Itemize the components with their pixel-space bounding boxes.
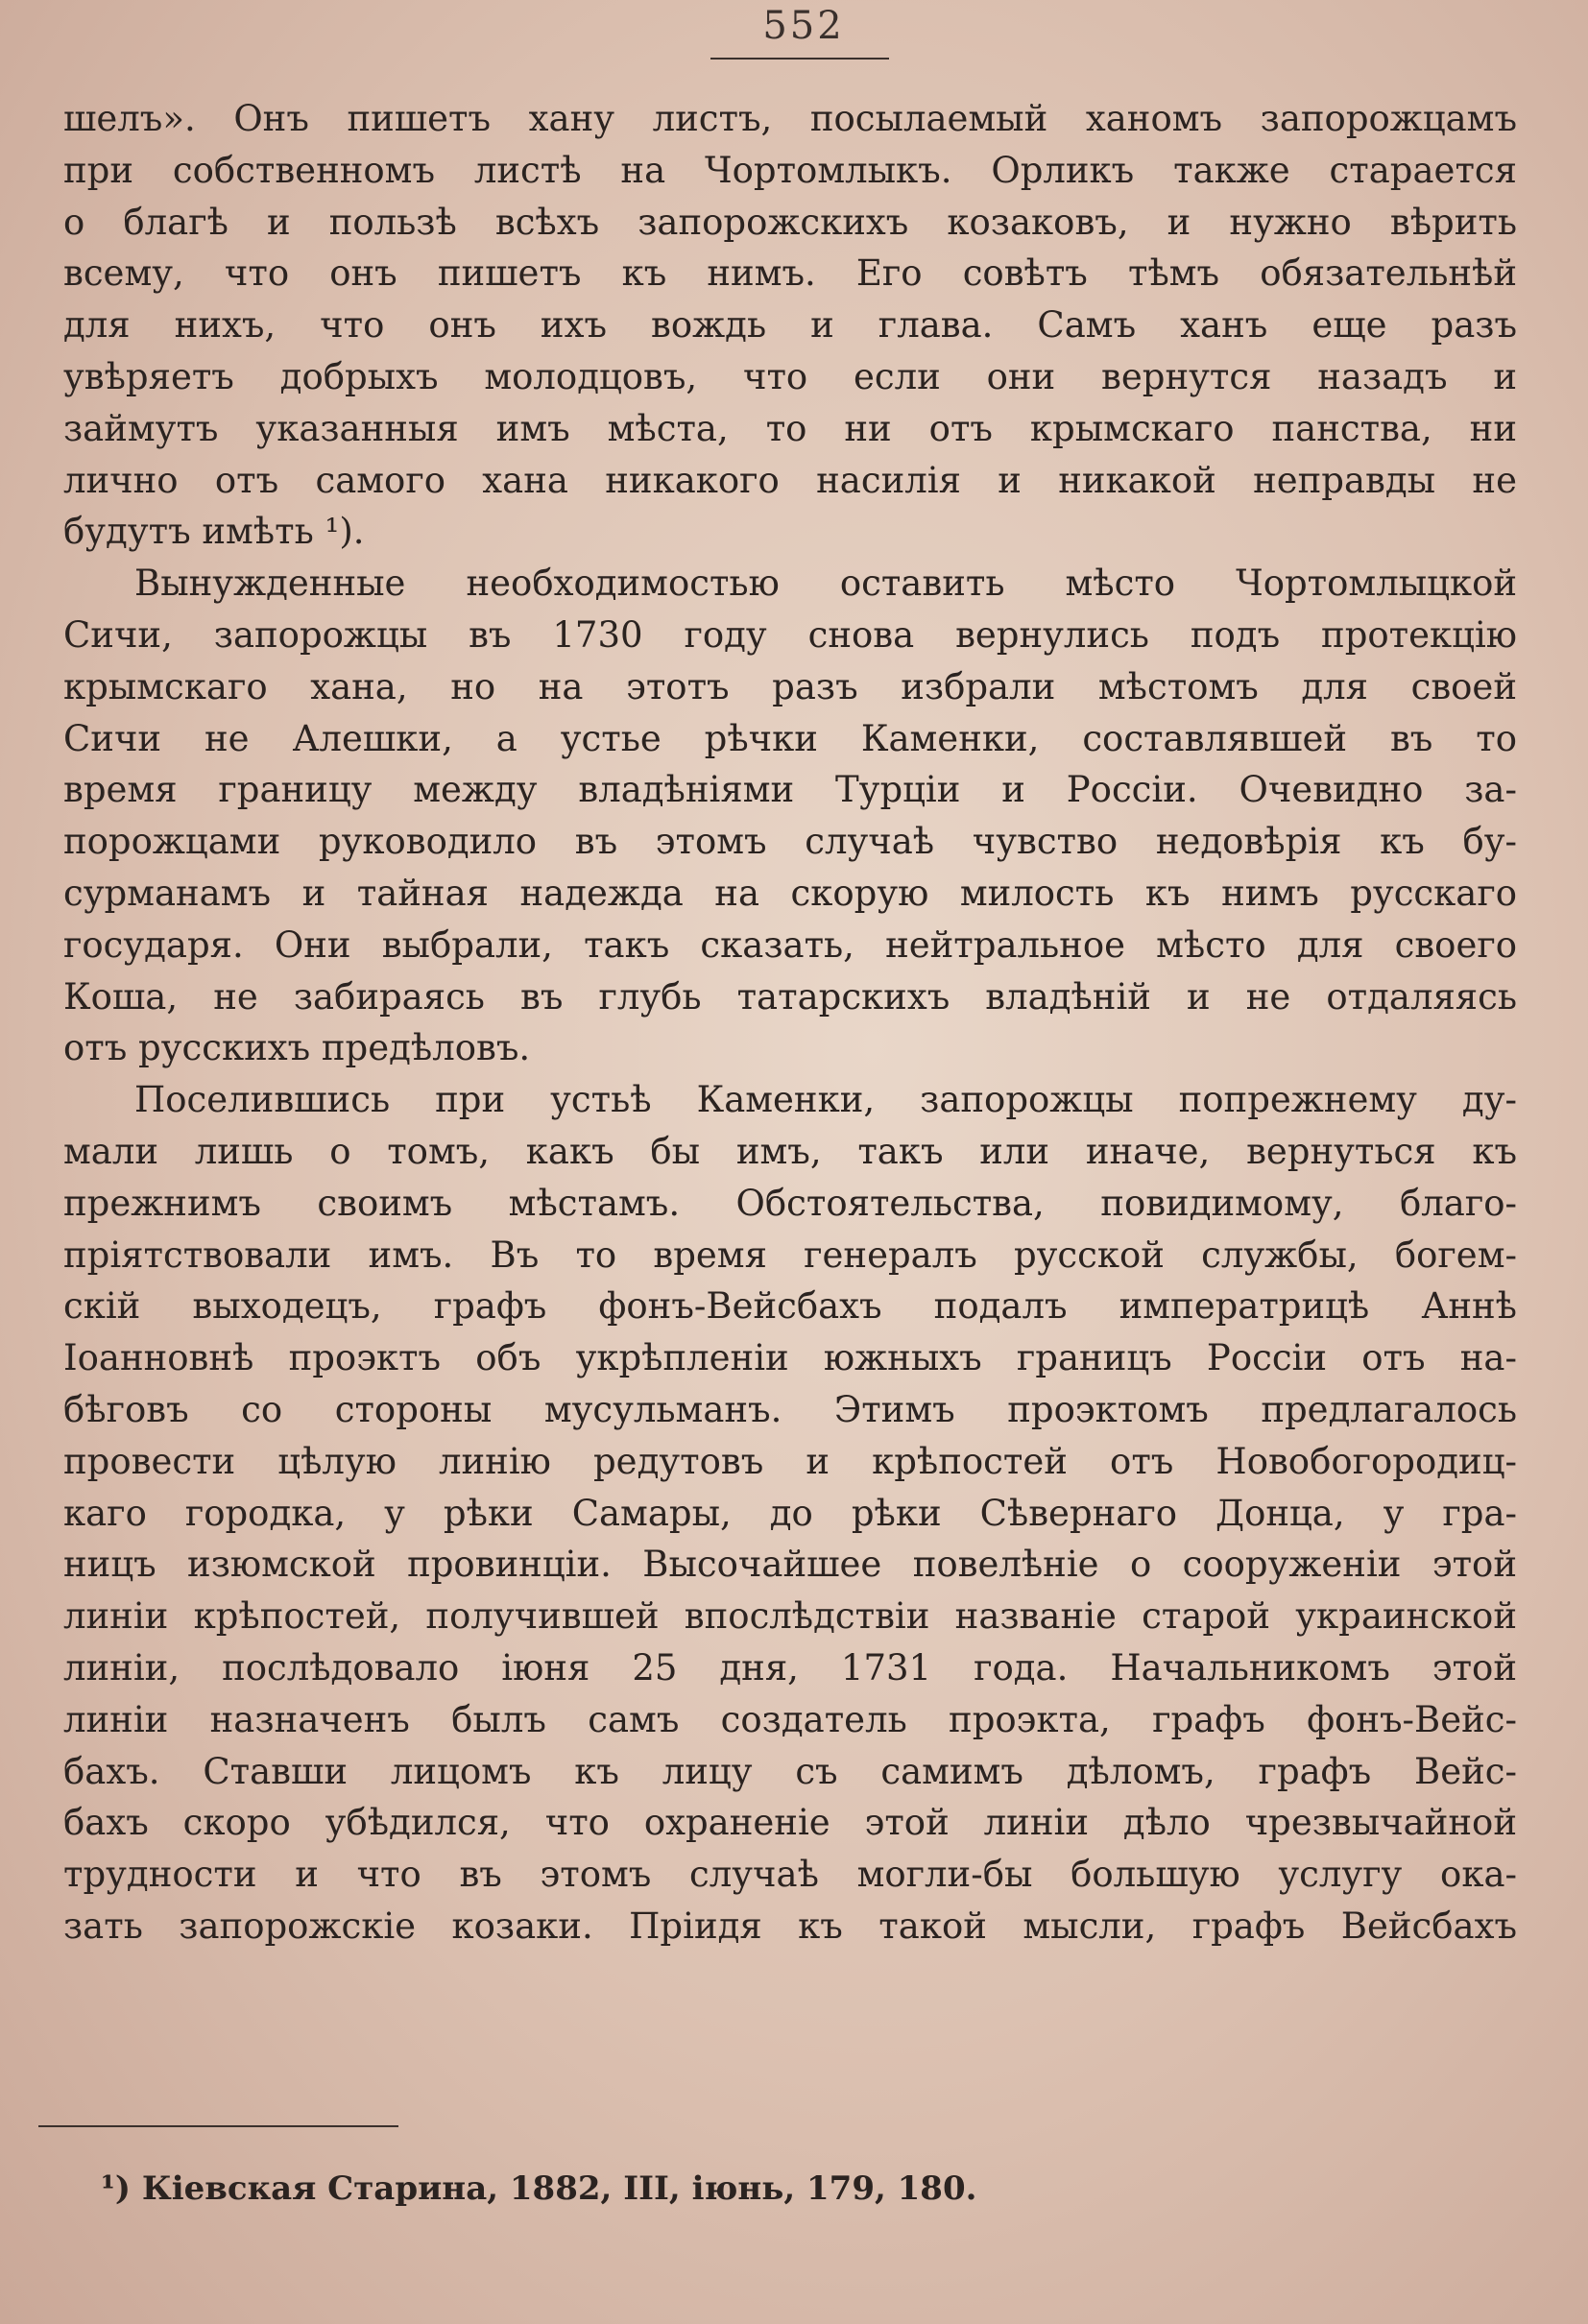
text-line: увѣряетъ добрыхъ молодцовъ, что если они вернутся назадъ и	[63, 355, 1517, 397]
text-line: бахъ. Ставши лицомъ къ лицу съ самимъ дѣломъ, графъ Вейс-	[63, 1750, 1517, 1792]
text-line: Сичи не Алешки, а устье рѣчки Каменки, составлявшей въ то	[63, 717, 1517, 759]
text-line: крымскаго хана, но на этотъ разъ избрали мѣстомъ для своей	[63, 665, 1517, 707]
header-rule	[710, 58, 889, 60]
text-line: линіи крѣпостей, получившей впослѣдствіи названіе старой украинской	[63, 1595, 1517, 1638]
text-line: всему, что онъ пишетъ къ нимъ. Его совѣтъ тѣмъ обязательнѣй	[63, 252, 1517, 295]
text-line: займутъ указанныя имъ мѣста, то ни отъ крымскаго панства, ни	[63, 407, 1517, 449]
text-line: линіи назначенъ былъ самъ создатель проэкта, графъ фонъ-Вейс-	[63, 1698, 1517, 1740]
text-line: прежнимъ своимъ мѣстамъ. Обстоятельства, повидимому, благо-	[63, 1182, 1517, 1224]
text-line: мали лишь о томъ, какъ бы имъ, такъ или иначе, вернуться къ	[63, 1130, 1517, 1172]
text-line: порожцами руководило въ этомъ случаѣ чувство недовѣрія къ бу-	[63, 821, 1517, 863]
text-line: шелъ». Онъ пишетъ хану листъ, посылаемый ханомъ запорожцамъ	[63, 98, 1517, 139]
text-line: время границу между владѣніями Турціи и Россіи. Очевидно за-	[63, 769, 1517, 811]
text-line: при собственномъ листѣ на Чортомлыкъ. Орликъ также старается	[63, 149, 1517, 191]
text-line: Вынужденные необходимостью оставить мѣсто Чортомлыцкой	[134, 563, 1517, 605]
text-line: трудности и что въ этомъ случаѣ могли-бы большую услугу ока-	[63, 1854, 1517, 1896]
text-line: каго городка, у рѣки Самары, до рѣки Сѣвернаго Донца, у гра-	[63, 1492, 1517, 1534]
text-line: будутъ имѣть ¹).	[63, 511, 365, 553]
text-line: бѣговъ со стороны мусульманъ. Этимъ проэктомъ предлагалось	[63, 1388, 1517, 1430]
text-line: отъ русскихъ предѣловъ.	[63, 1027, 531, 1069]
text-line: для нихъ, что онъ ихъ вождь и глава. Самъ ханъ еще разъ	[63, 304, 1517, 347]
text-line: государя. Они выбрали, такъ сказать, нейтральное мѣсто для своего	[63, 923, 1517, 966]
text-line: бахъ скоро убѣдился, что охраненіе этой линіи дѣло чрезвычайной	[63, 1802, 1517, 1844]
text-line: Іоанновнѣ проэктъ объ укрѣпленіи южныхъ границъ Россіи отъ на-	[63, 1337, 1517, 1379]
text-line: Поселившись при устьѣ Каменки, запорожцы попрежнему ду-	[134, 1079, 1517, 1121]
text-line: провести цѣлую линію редутовъ и крѣпостей отъ Новобогородиц-	[63, 1440, 1517, 1482]
footnote: ¹) Кіевская Старина, 1882, III, іюнь, 179, 180.	[101, 2169, 977, 2208]
text-line: скій выходецъ, графъ фонъ-Вейсбахъ подалъ императрицѣ Аннѣ	[63, 1285, 1517, 1328]
text-line: Коша, не забираясь въ глубь татарскихъ владѣній и не отдаляясь	[63, 975, 1517, 1018]
text-line: линіи, послѣдовало іюня 25 дня, 1731 года. Начальникомъ этой	[63, 1646, 1517, 1689]
text-line: Сичи, запорожцы въ 1730 году снова вернулись подъ протекцію	[63, 613, 1517, 656]
footnote-rule	[38, 2125, 398, 2127]
text-line: пріятствовали имъ. Въ то время генералъ русской службы, богем-	[63, 1234, 1517, 1276]
page-number: 552	[762, 4, 845, 48]
body-text	[63, 93, 1517, 1953]
text-line: о благѣ и пользѣ всѣхъ запорожскихъ козаковъ, и нужно вѣрить	[63, 201, 1517, 243]
text-line: зать запорожскіе козаки. Пріидя къ такой мысли, графъ Вейсбахъ	[63, 1905, 1517, 1947]
text-line: ницъ изюмской провинціи. Высочайшее повелѣніе о сооруженіи этой	[63, 1544, 1517, 1586]
text-line: сурманамъ и тайная надежда на скорую милость къ нимъ русскаго	[63, 872, 1517, 914]
text-line: лично отъ самого хана никакого насилія и никакой неправды не	[63, 459, 1517, 501]
